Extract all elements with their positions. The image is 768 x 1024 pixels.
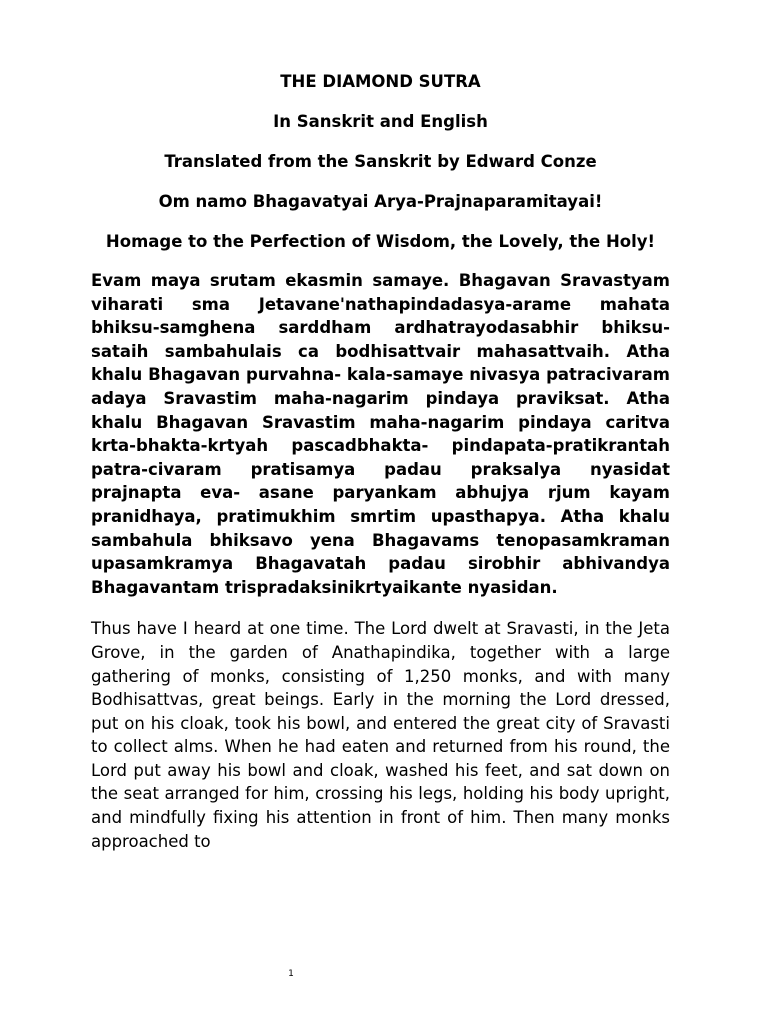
translator-line: Translated from the Sanskrit by Edward Conze: [164, 152, 597, 171]
english-paragraph: Thus have I heard at one time. The Lord dwelt at Sravasti, in the Jeta Grove, in the garden of Anathapindika, together with a large gathering of monks, consisting of 1,250 monks, and with many Bodhisattvas, great beings. Early in the morning the Lord dressed, put on his cloak, took his bowl, and entered the great city of Sravasti to collect alms. When he had eaten and returned from his round, the Lord put away his bowl and cloak, washed his feet, and sat down on the seat arranged for him, crossing his legs, holding his body upright, and mindfully fixing his attention in front of him. Then many monks approached to: [91, 619, 670, 851]
document-page: [91, 70, 670, 853]
invocation-line: Om namo Bhagavatyai Arya-Prajnaparamitayai!: [158, 192, 603, 211]
sanskrit-paragraph: Evam maya srutam ekasmin samaye. Bhagavan Sravastyam viharati sma Jetavane'nathapindadasya-arame mahata bhiksu-samghena sarddham ardhatrayodasabhir bhiksu-sataih sambahulais ca bodhisattvair mahasattvaih. Atha khalu Bhagavan purvahna- kala-samaye nivasya patracivaram adaya Sravastim maha-nagarim pindaya praviksat. Atha khalu Bhagavan Sravastim maha-nagarim pindaya caritva krta-bhakta-krtyah pascadbhakta- pindapata-pratikrantah patra-civaram pratisamya padau praksalya nyasidat prajnapta eva- asane paryankam abhujya rjum kayam pranidhaya, pratimukhim smrtim upasthapya. Atha khalu sambahula bhiksavo yena Bhagavams tenopasamkraman upasamkramya Bhagavatah padau sirobhir abhivandya Bhagavantam trispradaksinikrtyaikante nyasidan.: [91, 271, 670, 597]
page-number: 1: [288, 969, 294, 979]
document-subtitle: In Sanskrit and English: [273, 112, 488, 131]
document-title: THE DIAMOND SUTRA: [280, 72, 481, 91]
homage-line: Homage to the Perfection of Wisdom, the Lovely, the Holy!: [105, 232, 656, 251]
